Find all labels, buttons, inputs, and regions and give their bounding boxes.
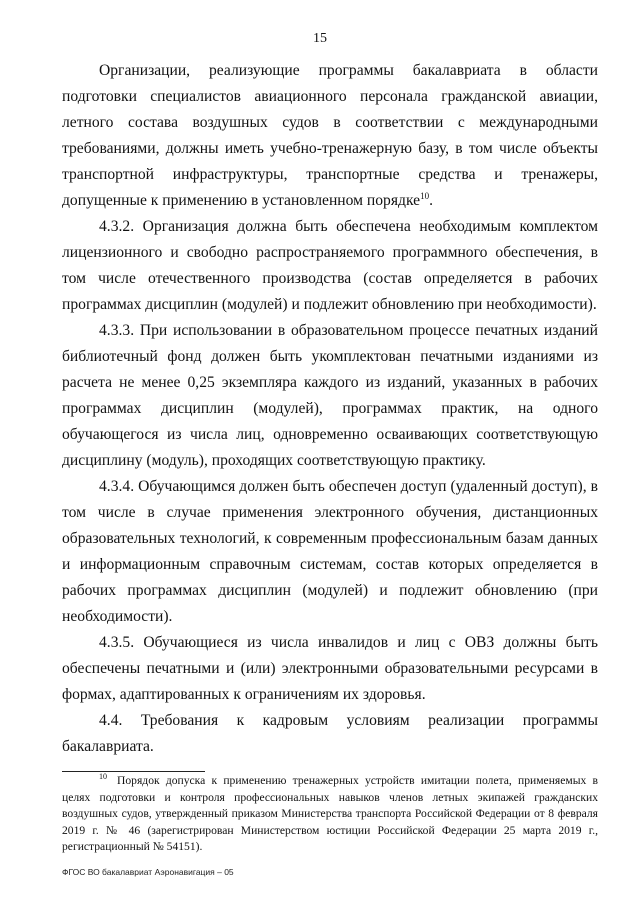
- footnote: [62, 773, 598, 856]
- footnote-text: Порядок допуска к применению тренажерных устройств имитации полета, применяемых в целях подготовки и контроля профессиональных навыков членов летных экипажей гражданских воздушных судов, утвержденный приказом Министерства транспорта Российской Федерации от 8 февраля 2019 г. № 46 (зарегистрирован Министерством юстиции Российской Федерации 25 марта 2019 г., регистрационный № 54151).: [62, 774, 598, 854]
- page-footer: ФГОС ВО бакалавриат Аэронавигация – 05: [62, 867, 234, 877]
- paragraph-tail: .: [429, 192, 433, 209]
- body-text: [62, 58, 598, 760]
- footnote-reference: 10: [420, 191, 430, 201]
- paragraph-4-4: 4.4. Требования к кадровым условиям реализации программы бакалавриата.: [62, 712, 598, 755]
- paragraph-organizations: [62, 58, 598, 214]
- paragraph-text: Организации, реализующие программы бакалавриата в области подготовки специалистов авиационного персонала гражданской авиации, летного состава воздушных судов в соответствии с международными требованиями, должны иметь учебно-тренажерную базу, в том числе объекты транспортной инфраструктуры, транспортные средства и тренажеры, допущенные к применению в установленном порядке: [62, 62, 598, 209]
- page-number: 15: [313, 31, 327, 46]
- footnote-mark: 10: [99, 772, 107, 781]
- paragraph-4-3-2: 4.3.2. Организация должна быть обеспечена необходимым комплектом лицензионного и свободно распространяемого программного обеспечения, в том числе отечественного производства (состав определяется в рабочих программах дисциплин (модулей) и подлежит обновлению при необходимости).: [62, 218, 598, 313]
- paragraph-4-3-5: 4.3.5. Обучающиеся из числа инвалидов и лиц с ОВЗ должны быть обеспечены печатными и (или) электронными образовательными ресурсами в формах, адаптированных к ограничениям их здоровья.: [62, 634, 598, 703]
- paragraph-4-3-4: 4.3.4. Обучающимся должен быть обеспечен доступ (удаленный доступ), в том числе в случае применения электронного обучения, дистанционных образовательных технологий, к современным профессиональным базам данных и информационным справочным системам, состав которых определяется в рабочих программах дисциплин (модулей) и подлежит обновлению (при необходимости).: [62, 478, 598, 625]
- footnote-separator: [62, 771, 205, 772]
- paragraph-4-3-3: 4.3.3. При использовании в образовательном процессе печатных изданий библиотечный фонд должен быть укомплектован печатными изданиями из расчета не менее 0,25 экземпляра каждого из изданий, указанных в рабочих программах дисциплин (модулей), программах практик, на одного обучающегося из числа лиц, одновременно осваивающих соответствующую дисциплину (модуль), проходящих соответствующую практику.: [62, 322, 598, 469]
